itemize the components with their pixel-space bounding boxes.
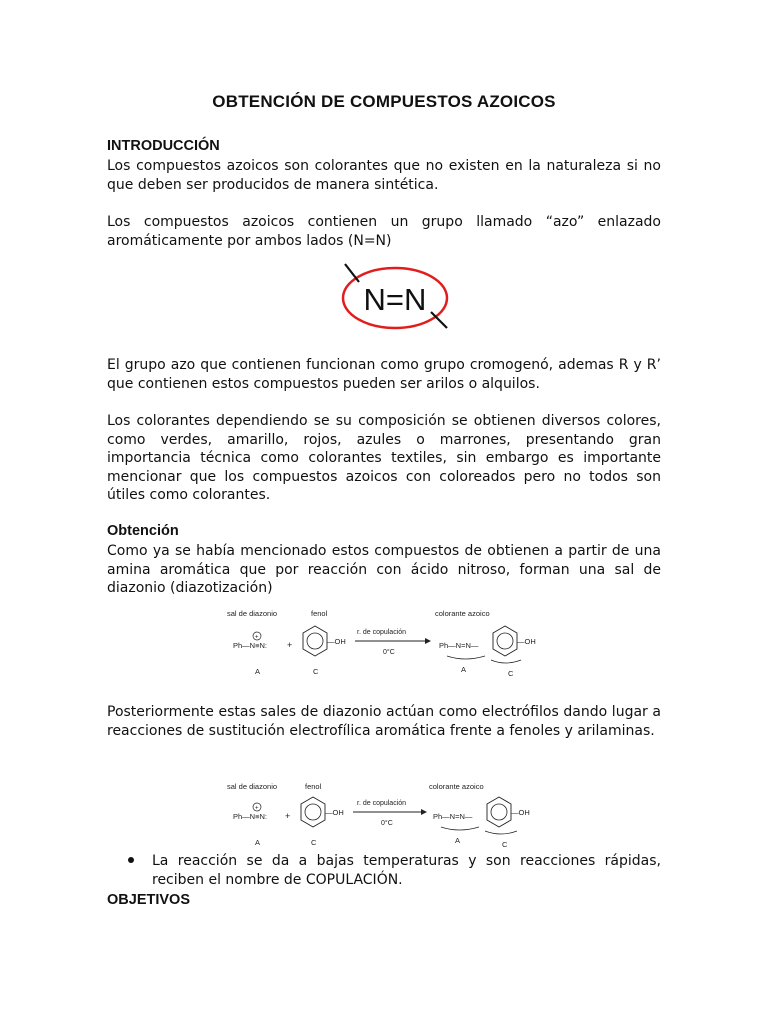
intro-paragraph-3: El grupo azo que contienen funcionan como grupo cromogenó, ademas R y R’ que contienen estos compuestos pueden ser arilos o alquilos. xyxy=(107,357,661,392)
product-oh: —OH xyxy=(511,808,530,817)
bullet-point xyxy=(128,857,134,863)
intro-heading: INTRODUCCIÓN xyxy=(107,138,220,154)
arrow-label-top: r. de copulación xyxy=(357,800,407,807)
letter-a-reactant: A xyxy=(255,667,261,676)
phenol-oh: —OH xyxy=(327,637,346,646)
letter-a-product: A xyxy=(455,836,461,845)
brace-c xyxy=(485,831,517,834)
reactant-diazonium: Ph—N≡N: xyxy=(233,641,267,650)
product-azo: Ph—N=N— xyxy=(433,812,473,821)
product-azo: Ph—N=N— xyxy=(439,641,479,650)
obtencion-paragraph-1: Como ya se había mencionado estos compuestos de obtienen a partir de una amina aromática que por reacción con ácido nitroso, forman una sal de diazonio (diazotización) xyxy=(107,543,661,597)
label-phenol: fenol xyxy=(311,609,328,618)
label-product: colorante azoico xyxy=(435,609,490,618)
intro-paragraph-4: Los colorantes dependiendo se su composición se obtienen diversos colores, como verdes, amarillo, rojos, azules o marrones, presentando gran importancia técnica como colorantes textiles, sin embargo es importante mencionar que los compuestos azoicos con coloreados pero no todos son útiles como colorantes. xyxy=(107,413,661,504)
label-product: colorante azoico xyxy=(429,782,484,791)
arrow-label-bottom: 0°C xyxy=(381,820,393,827)
brace-a xyxy=(447,656,485,659)
letter-a-product: A xyxy=(461,665,467,674)
azo-label: N=N xyxy=(363,282,427,317)
obtencion-paragraph-2: Posteriormente estas sales de diazonio actúan como electrófilos dando lugar a reacciones de sustitución electrofílica aromática frente a fenoles y arilaminas. xyxy=(107,704,661,739)
intro-paragraph-2: Los compuestos azoicos contienen un grupo llamado “azo” enlazado aromáticamente por ambos lados (N=N) xyxy=(107,214,661,249)
reaction-arrowhead xyxy=(421,809,427,815)
obtencion-heading: Obtención xyxy=(107,523,179,539)
reaction-arrowhead xyxy=(425,638,431,644)
product-oh: —OH xyxy=(517,637,536,646)
letter-c-reactant: C xyxy=(311,838,317,847)
plus-sign: + xyxy=(287,640,293,650)
product-ring-inner xyxy=(491,804,507,820)
azo-bond-left xyxy=(345,264,359,282)
letter-c-reactant: C xyxy=(313,667,319,676)
phenol-ring-inner xyxy=(307,633,323,649)
bullet-text: La reacción se da a bajas temperaturas y son reacciones rápidas, reciben el nombre de COPULACIÓN. xyxy=(152,853,661,888)
plus-sign: + xyxy=(285,811,291,821)
reactant-diazonium: Ph—N≡N: xyxy=(233,812,267,821)
letter-c-product: C xyxy=(502,840,508,849)
azo-group-figure xyxy=(335,260,455,332)
phenol-oh: —OH xyxy=(325,808,344,817)
charge-sign: + xyxy=(255,634,259,641)
arrow-label-top: r. de copulación xyxy=(357,629,407,636)
page-title: OBTENCIÓN DE COMPUESTOS AZOICOS xyxy=(212,92,556,111)
product-ring-inner xyxy=(497,633,513,649)
arrow-label-bottom: 0°C xyxy=(383,649,395,656)
letter-a-reactant: A xyxy=(255,838,261,847)
phenol-ring-inner xyxy=(305,804,321,820)
reaction-scheme-1 xyxy=(225,604,555,680)
label-salt: sal de diazonio xyxy=(227,609,278,618)
label-phenol: fenol xyxy=(305,782,322,791)
label-salt: sal de diazonio xyxy=(227,782,278,791)
objetivos-heading: OBJETIVOS xyxy=(107,892,190,908)
brace-a xyxy=(441,827,479,830)
brace-c xyxy=(491,660,521,663)
intro-paragraph-1: Los compuestos azoicos son colorantes que no existen en la naturaleza si no que deben ser producidos de manera sintética. xyxy=(107,158,661,193)
charge-sign: + xyxy=(255,805,259,812)
letter-c-product: C xyxy=(508,669,514,678)
reaction-scheme-2 xyxy=(225,777,555,849)
